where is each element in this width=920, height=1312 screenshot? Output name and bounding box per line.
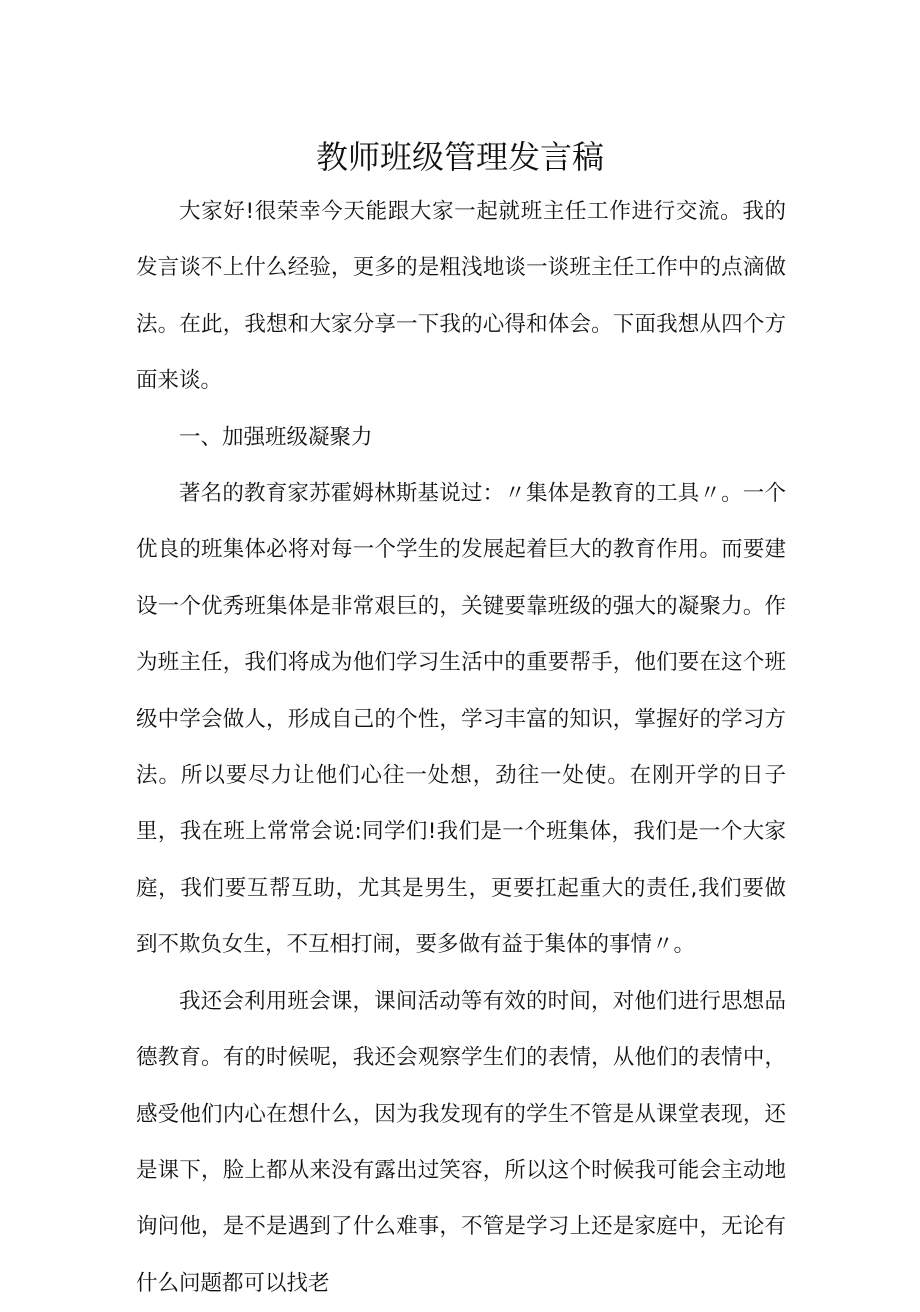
paragraph-moral-education: 我还会利用班会课，课间活动等有效的时间，对他们进行思想品德教育。有的时候呢，我还会观察学生们的表情，从他们的表情中，感受他们内心在想什么，因为我发现有的学生不管是从课堂表现，还是课下，脸上都从来没有露出过笑容，所以这个时候我可能会主动地询问他，是不是遇到了什么难事，不管是学习上还是家庭中，无论有什么问题都可以找老 <box>136 988 786 1296</box>
section-heading-1: 一、加强班级凝聚力 <box>179 424 373 450</box>
paragraph-cohesion: 著名的教育家苏霍姆林斯基说过：〃集体是教育的工具〃。一个优良的班集体必将对每一个学生的发展起着巨大的教育作用。而要建设一个优秀班集体是非常艰巨的，关键要靠班级的强大的凝聚力。作为班主任，我们将成为他们学习生活中的重要帮手，他们要在这个班级中学会做人，形成自己的个性，学习丰富的知识，掌握好的学习方法。所以要尽力让他们心往一处想，劲往一处使。在刚开学的日子里，我在班上常常会说:同学们!我们是一个班集体，我们是一个大家庭，我们要互帮互助，尤其是男生，更要扛起重大的责任,我们要做到不欺负女生，不互相打闹，要多做有益于集体的事情〃。 <box>136 481 786 958</box>
paragraph-intro: 大家好!很荣幸今天能跟大家一起就班主任工作进行交流。我的发言谈不上什么经验，更多的是粗浅地谈一谈班主任工作中的点滴做法。在此，我想和大家分享一下我的心得和体会。下面我想从四个方面来谈。 <box>136 199 786 394</box>
document-title: 教师班级管理发言稿 <box>315 138 604 177</box>
document-body <box>136 184 786 1312</box>
